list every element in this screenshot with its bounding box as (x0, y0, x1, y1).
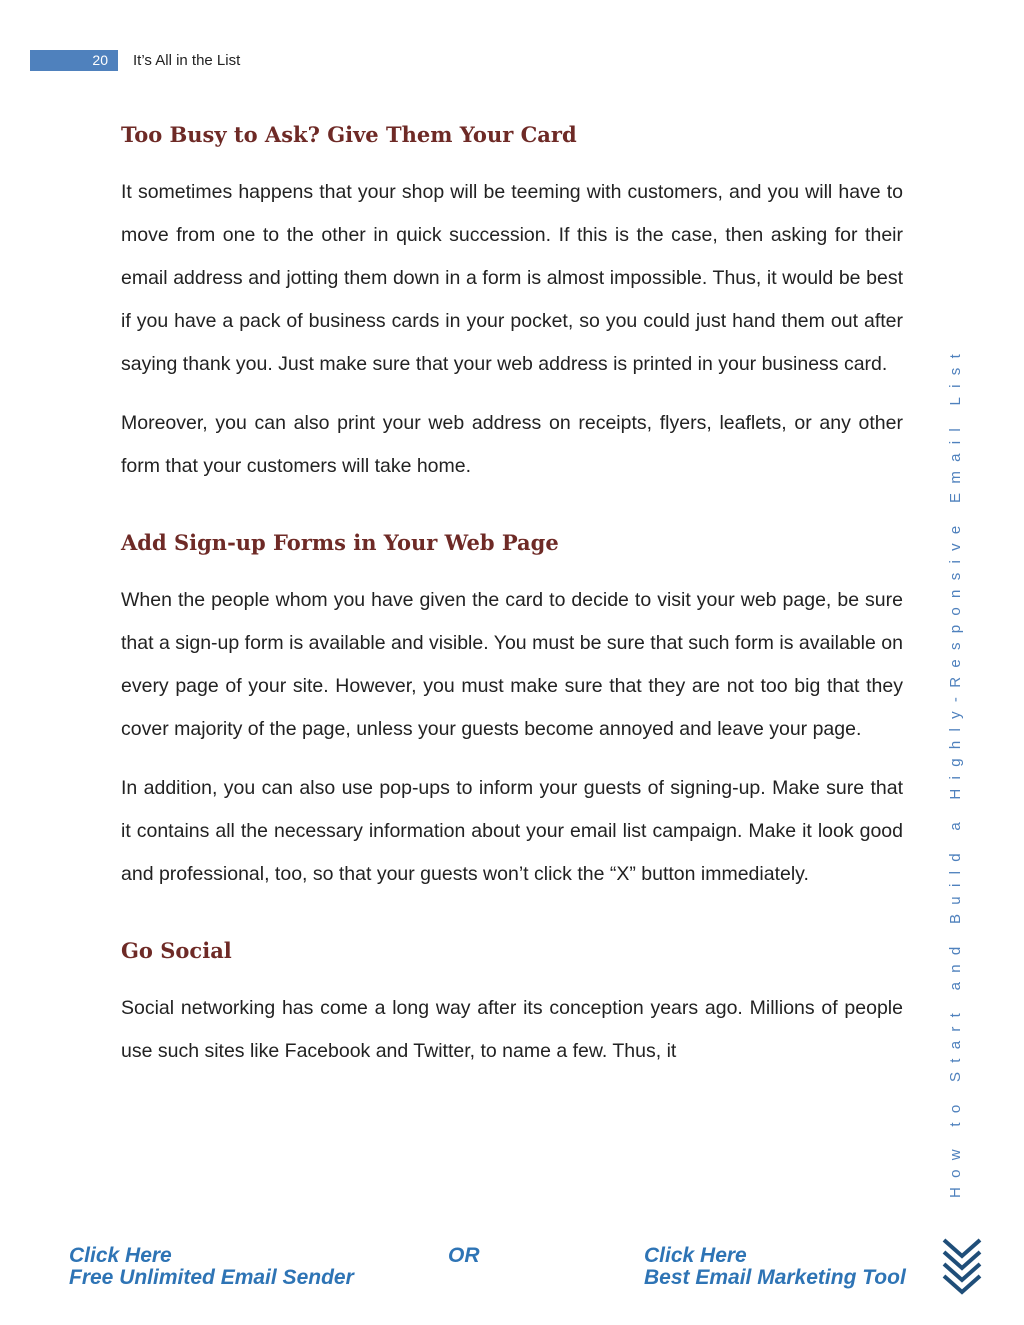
footer (0, 1243, 1024, 1303)
section-heading: Too Busy to Ask? Give Them Your Card (121, 122, 577, 147)
click-here-link-right[interactable]: Click Here (644, 1244, 747, 1267)
section-heading: Add Sign-up Forms in Your Web Page (121, 530, 559, 555)
paragraph: In addition, you can also use pop-ups to inform your guests of signing-up. Make sure that it contains all the necessary information about your email list campaign. Make it look good and professional, too, so that your guests won’t click the “X” button immediately. (121, 777, 903, 885)
page-body (121, 118, 903, 1073)
paragraph: Moreover, you can also print your web address on receipts, flyers, leaflets, or any other form that your customers will take home. (121, 412, 903, 477)
or-separator: OR (448, 1244, 480, 1267)
section-heading: Go Social (121, 938, 232, 963)
paragraph: When the people whom you have given the card to decide to visit your web page, be sure that a sign-up form is available and visible. You must be sure that such form is available on every page of your site. However, you must make sure that they are not too big that they cover majority of the page, unless your guests become annoyed and leave your page. (121, 589, 903, 740)
paragraph: Social networking has come a long way after its conception years ago. Millions of people use such sites like Facebook and Twitter, to name a few. Thus, it (121, 997, 903, 1062)
free-email-sender-link[interactable]: Free Unlimited Email Sender (69, 1266, 354, 1289)
paragraph: It sometimes happens that your shop will be teeming with customers, and you will have to move from one to the other in quick succession. If this is the case, then asking for their email address and jotting them down in a form is almost impossible. Thus, it would be best if you have a pack of business cards in your pocket, so you could just hand them out after saying thank you. Just make sure that your web address is printed in your business card. (121, 181, 903, 375)
best-marketing-tool-link[interactable]: Best Email Marketing Tool (644, 1266, 906, 1289)
click-here-link-left[interactable]: Click Here (69, 1244, 172, 1267)
page-number-badge (30, 50, 118, 71)
double-chevron-down-icon[interactable] (940, 1236, 984, 1296)
vertical-book-title: How to Start and Build a Highly-Responsive Email List (947, 344, 964, 1198)
page-number: 20 (92, 52, 108, 68)
running-header-title: It’s All in the List (133, 52, 241, 69)
